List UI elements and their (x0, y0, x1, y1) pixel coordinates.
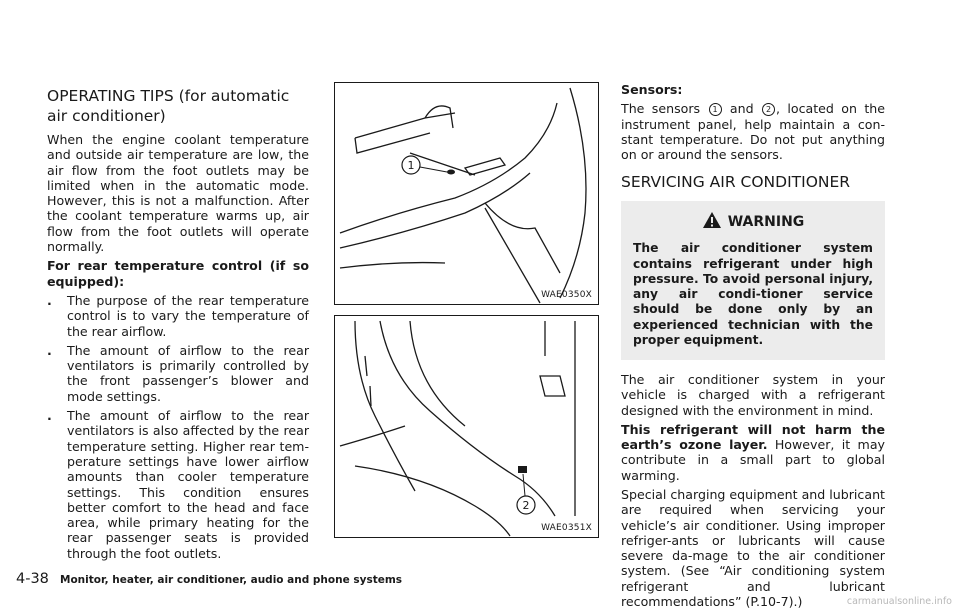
sensor-2-illustration (334, 315, 599, 538)
dashboard-drawing (335, 316, 598, 537)
leader-line (523, 474, 525, 496)
warning-text: The air conditioner system contains refrigerant under high pressure. To avoid personal injury, any air condi-tioner service should be done only by an experienced technician with the proper equipment. (633, 241, 873, 347)
servicing-heading: SERVICING AIR CONDITIONER (621, 173, 851, 192)
page-number: 4-38 (16, 571, 49, 587)
figure-column (334, 82, 599, 538)
watermark: carmanualsonline.info (846, 596, 952, 607)
sensor-2-callout: 2 (762, 103, 775, 116)
list-item (47, 343, 309, 404)
warning-header (633, 211, 873, 231)
bullet-marker: . (47, 292, 52, 308)
callout-2-label: 2 (522, 499, 530, 512)
right-column (621, 82, 885, 613)
ozone-paragraph: This refrigerant will not harm the earth’s ozone layer. However, it may contribute in a small part to global warming. (621, 421, 885, 483)
callout-1-label: 1 (407, 159, 415, 172)
section-title: Monitor, heater, air conditioner, audio and phone systems (60, 574, 403, 586)
figure-code: WAE0350X (541, 290, 592, 300)
page-footer (16, 568, 402, 587)
rear-temperature-heading: For rear temperature control (if so equipped): (47, 258, 309, 289)
equipment-paragraph: Special charging equipment and lubricant are required when servicing your vehicle’s air conditioner. Using improper refriger-ants or lubricants will cause severe da-mage to the air conditioner system. (See “Air conditioning system refrigerant and lubricant recommendations” (P.10-7).) (621, 486, 885, 610)
warning-icon (702, 211, 722, 229)
list-item (47, 408, 309, 561)
list-item-text: The purpose of the rear temperature control is to vary the temperature of the rear airflow. (67, 292, 309, 339)
refrigerant-paragraph: The air conditioner system in your vehicle is charged with a refrigerant designed with the environment in mind. (621, 371, 885, 418)
sensor-2-marker (518, 466, 527, 473)
list-item-text: The amount of airflow to the rear ventilators is primarily controlled by the front passenger’s blower and mode settings. (67, 342, 309, 404)
bullet-marker: . (47, 408, 52, 424)
sensor-1-callout: 1 (709, 103, 722, 116)
bullet-marker: . (47, 342, 52, 358)
sensors-paragraph: The sensors 1 and 2 , located on the instrument panel, help maintain a con-stant temperature. Do not put anything on or around the sensors. (621, 101, 885, 163)
warning-box (621, 201, 885, 359)
sensor-1-marker (447, 170, 455, 175)
rear-temperature-list (47, 293, 309, 561)
sensor-1-illustration (334, 82, 599, 305)
sensors-heading: Sensors: (621, 82, 683, 97)
warning-title: WARNING (727, 214, 805, 231)
operating-tips-heading: OPERATING TIPS (for automatic air conditioner) (47, 87, 290, 125)
list-item (47, 293, 309, 339)
figure-code: WAE0351X (541, 523, 592, 533)
list-item-text: The amount of airflow to the rear ventilators is also affected by the rear temperature setting. Higher rear tem-perature settings have lower airflow amounts than cooler temperature settings. This condition ensures better comfort to the head and face area, while primary heating for the rear passenger seats is provided through the foot outlets. (67, 408, 309, 561)
leader-line (420, 167, 447, 172)
left-column (47, 82, 309, 565)
dashboard-drawing (335, 83, 598, 304)
operating-tips-paragraph: When the engine coolant temperature and outside air temperature are low, the air flow from the foot outlets may be limited when in the automatic mode. However, this is not a malfunction. After the coolant temperature warms up, air flow from the foot outlets will operate normally. (47, 132, 309, 255)
